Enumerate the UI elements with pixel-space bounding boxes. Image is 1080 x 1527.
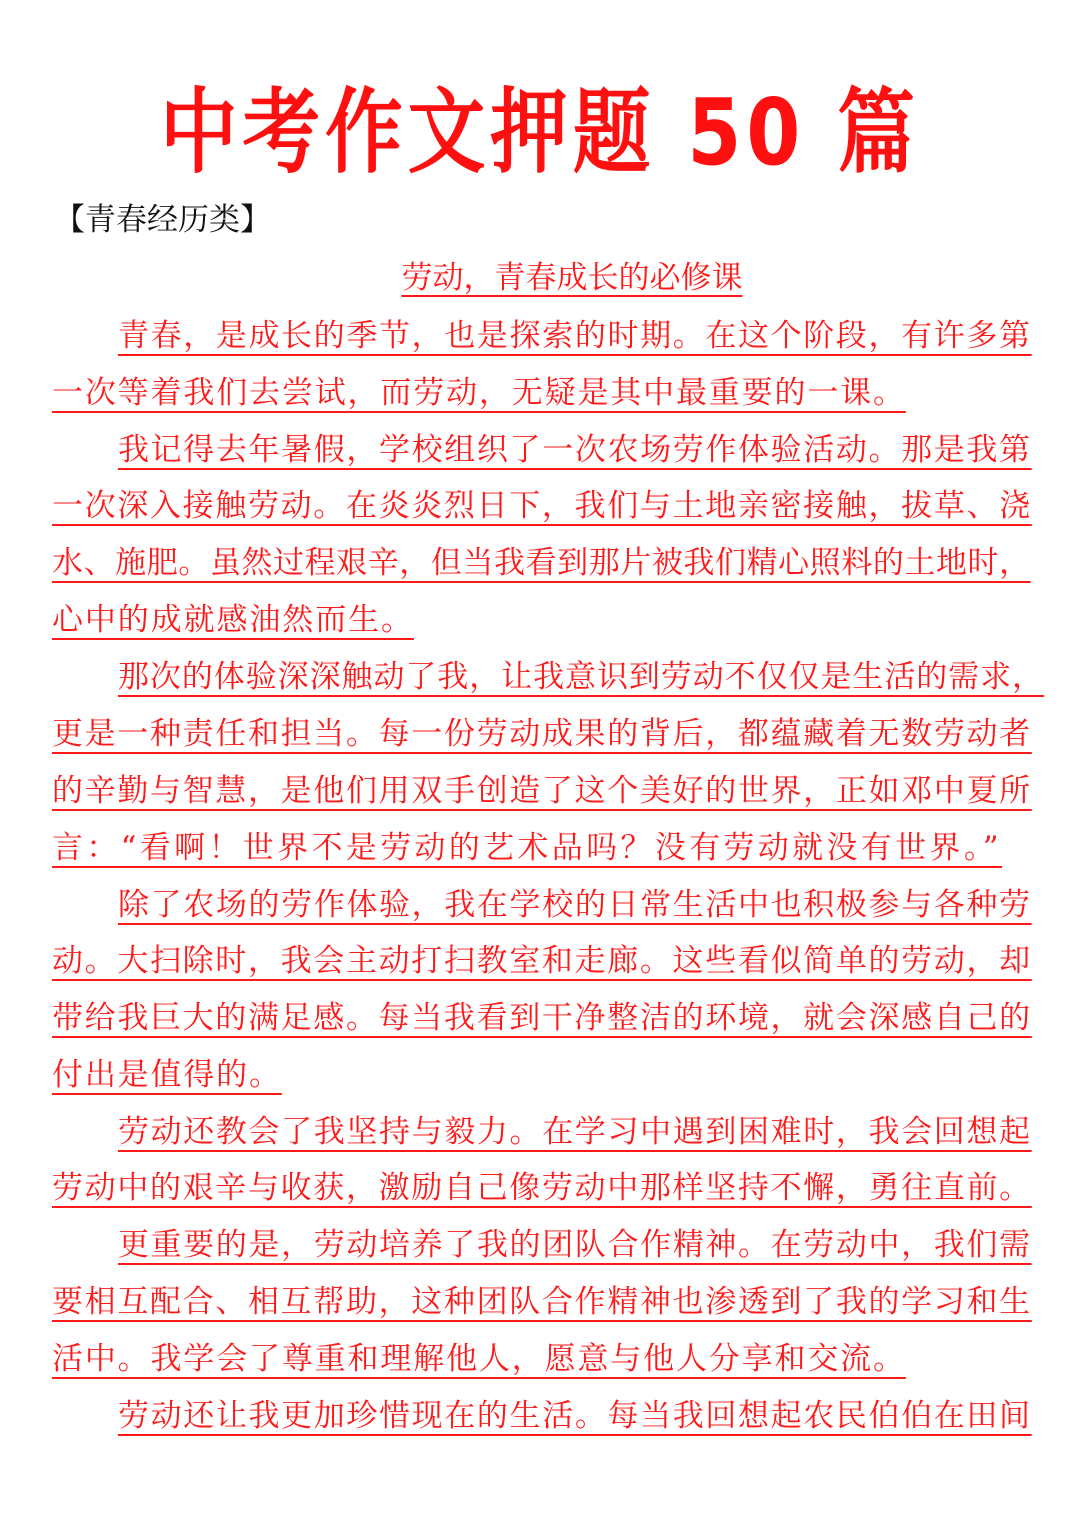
essay-line: 更重要的是，劳动培养了我的团队合作精神。在劳动中，我们需 [118, 1227, 1032, 1263]
essay-line: 一次深入接触劳动。在炎炎烈日下，我们与土地亲密接触，拔草、浇 [52, 488, 1032, 524]
main-title-text: 中考作文押题 50 篇 [159, 79, 921, 186]
essay-line: 更是一种责任和担当。每一份劳动成果的背后，都蕴藏着无数劳动者 [52, 716, 1032, 752]
essay-line: 活中。我学会了尊重和理解他人，愿意与他人分享和交流。 [52, 1341, 906, 1377]
essay-line: 劳动还让我更加珍惜现在的生活。每当我回想起农民伯伯在田间 [118, 1398, 1032, 1434]
essay-line: 的辛勤与智慧，是他们用双手创造了这个美好的世界，正如邓中夏所 [52, 773, 1032, 809]
essay-title [0, 256, 1080, 300]
main-title [85, 78, 995, 188]
essay-line: 我记得去年暑假，学校组织了一次农场劳作体验活动。那是我第 [118, 432, 1032, 468]
essay-line: 付出是值得的。 [52, 1057, 282, 1093]
essay-line: 水、施肥。虽然过程艰辛，但当我看到那片被我们精心照料的土地时， [52, 545, 1031, 581]
essay-line: 劳动还教会了我坚持与毅力。在学习中遇到困难时，我会回想起 [118, 1114, 1032, 1150]
essay-line: 一次等着我们去尝试，而劳动，无疑是其中最重要的一课。 [52, 375, 906, 411]
essay-line: 带给我巨大的满足感。每当我看到干净整洁的环境，就会深感自己的 [52, 1000, 1032, 1036]
essay-line: 劳动中的艰辛与收获，激励自己像劳动中那样坚持不懈，勇往直前。 [52, 1170, 1032, 1206]
essay-title-text: 劳动，青春成长的必修课 [401, 260, 743, 296]
essay-line: 要相互配合、相互帮助，这种团队合作精神也渗透到了我的学习和生 [52, 1284, 1032, 1320]
essay-line: 青春，是成长的季节，也是探索的时期。在这个阶段，有许多第 [118, 318, 1032, 354]
essay-line: 除了农场的劳作体验，我在学校的日常生活中也积极参与各种劳 [118, 887, 1032, 923]
essay-line: 动。大扫除时，我会主动打扫教室和走廊。这些看似简单的劳动，却 [52, 943, 1032, 979]
essay-line: 言：“看啊！世界不是劳动的艺术品吗？没有劳动就没有世界。” [52, 830, 1003, 866]
essay-line: 那次的体验深深触动了我，让我意识到劳动不仅仅是生活的需求， [118, 659, 1044, 695]
essay-line: 心中的成就感油然而生。 [52, 602, 414, 638]
category-label: 【青春经历类】 [54, 202, 271, 238]
